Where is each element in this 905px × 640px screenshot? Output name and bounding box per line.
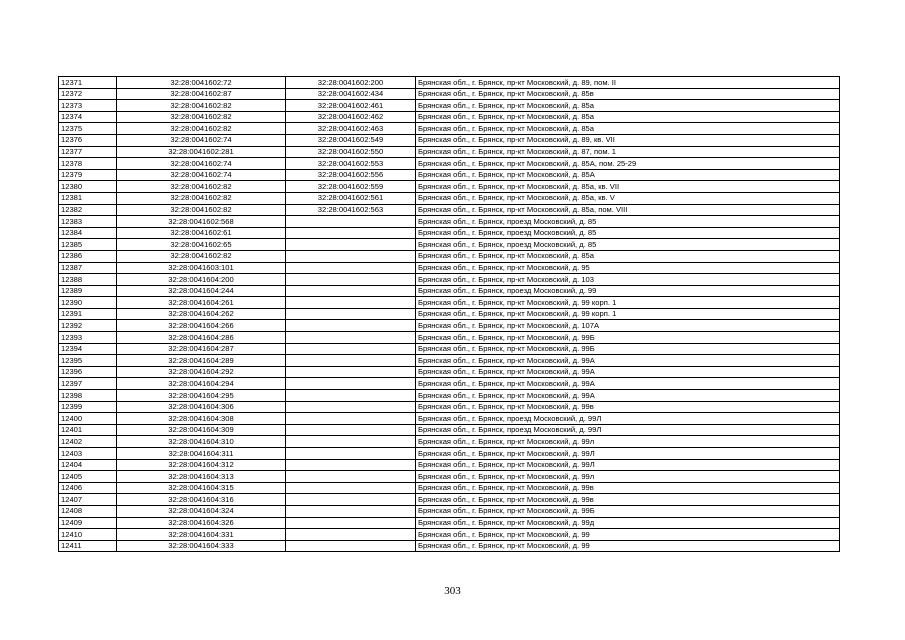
cadastral-number-cell: 32:28:0041604:326 [117, 517, 286, 529]
registry-table [58, 76, 840, 552]
row-number-cell: 12396 [59, 366, 117, 378]
cadastral-number-cell: 32:28:0041604:306 [117, 401, 286, 413]
table-row [59, 413, 840, 425]
address-cell: Брянская обл., г. Брянск, пр-кт Московский, д. 99А [416, 390, 840, 402]
table-row [59, 424, 840, 436]
cadastral-number-cell: 32:28:0041604:309 [117, 424, 286, 436]
table-row [59, 529, 840, 541]
row-number-cell: 12403 [59, 448, 117, 460]
page-number: 303 [444, 585, 461, 597]
table-row [59, 192, 840, 204]
address-cell: Брянская обл., г. Брянск, проезд Московский, д. 99 [416, 285, 840, 297]
table-row [59, 250, 840, 262]
address-cell: Брянская обл., г. Брянск, пр-кт Московский, д. 99А [416, 378, 840, 390]
table-row [59, 181, 840, 193]
row-number-cell: 12409 [59, 517, 117, 529]
cadastral-number-cell: 32:28:0041602:281 [117, 146, 286, 158]
address-cell: Брянская обл., г. Брянск, пр-кт Московский, д. 85а, кв. V [416, 192, 840, 204]
table-row [59, 366, 840, 378]
table-row [59, 204, 840, 216]
related-cadastral-number-cell [286, 459, 416, 471]
address-cell: Брянская обл., г. Брянск, пр-кт Московский, д. 99А [416, 366, 840, 378]
table-row [59, 262, 840, 274]
related-cadastral-number-cell: 32:28:0041602:559 [286, 181, 416, 193]
address-cell: Брянская обл., г. Брянск, проезд Московский, д. 85 [416, 227, 840, 239]
cadastral-number-cell: 32:28:0041602:82 [117, 204, 286, 216]
row-number-cell: 12393 [59, 332, 117, 344]
row-number-cell: 12401 [59, 424, 117, 436]
address-cell: Брянская обл., г. Брянск, пр-кт Московский, д. 99в [416, 401, 840, 413]
address-cell: Брянская обл., г. Брянск, пр-кт Московский, д. 99д [416, 517, 840, 529]
table-row [59, 436, 840, 448]
address-cell: Брянская обл., г. Брянск, пр-кт Московский, д. 85А, пом. 25-29 [416, 158, 840, 170]
table-row [59, 448, 840, 460]
related-cadastral-number-cell [286, 436, 416, 448]
cadastral-number-cell: 32:28:0041604:294 [117, 378, 286, 390]
related-cadastral-number-cell: 32:28:0041602:556 [286, 169, 416, 181]
related-cadastral-number-cell [286, 471, 416, 483]
address-cell: Брянская обл., г. Брянск, пр-кт Московский, д. 85а [416, 100, 840, 112]
related-cadastral-number-cell [286, 390, 416, 402]
related-cadastral-number-cell [286, 285, 416, 297]
row-number-cell: 12405 [59, 471, 117, 483]
related-cadastral-number-cell: 32:28:0041602:549 [286, 134, 416, 146]
row-number-cell: 12379 [59, 169, 117, 181]
cadastral-number-cell: 32:28:0041604:312 [117, 459, 286, 471]
table-row [59, 471, 840, 483]
row-number-cell: 12382 [59, 204, 117, 216]
address-cell: Брянская обл., г. Брянск, пр-кт Московский, д. 99Б [416, 343, 840, 355]
row-number-cell: 12381 [59, 192, 117, 204]
address-cell: Брянская обл., г. Брянск, пр-кт Московский, д. 85а, пом. VIII [416, 204, 840, 216]
table-row [59, 459, 840, 471]
cadastral-number-cell: 32:28:0041602:568 [117, 216, 286, 228]
row-number-cell: 12386 [59, 250, 117, 262]
address-cell: Брянская обл., г. Брянск, пр-кт Московский, д. 99 корп. 1 [416, 297, 840, 309]
related-cadastral-number-cell [286, 262, 416, 274]
table-row [59, 77, 840, 89]
row-number-cell: 12374 [59, 111, 117, 123]
cadastral-number-cell: 32:28:0041604:313 [117, 471, 286, 483]
related-cadastral-number-cell: 32:28:0041602:461 [286, 100, 416, 112]
cadastral-number-cell: 32:28:0041604:324 [117, 505, 286, 517]
table-row [59, 216, 840, 228]
row-number-cell: 12389 [59, 285, 117, 297]
cadastral-number-cell: 32:28:0041604:200 [117, 274, 286, 286]
related-cadastral-number-cell [286, 239, 416, 251]
address-cell: Брянская обл., г. Брянск, пр-кт Московский, д. 99в [416, 494, 840, 506]
cadastral-number-cell: 32:28:0041604:244 [117, 285, 286, 297]
row-number-cell: 12410 [59, 529, 117, 541]
table-row [59, 297, 840, 309]
row-number-cell: 12407 [59, 494, 117, 506]
cadastral-number-cell: 32:28:0041604:308 [117, 413, 286, 425]
cadastral-number-cell: 32:28:0041602:61 [117, 227, 286, 239]
related-cadastral-number-cell [286, 494, 416, 506]
address-cell: Брянская обл., г. Брянск, пр-кт Московский, д. 99Л [416, 459, 840, 471]
related-cadastral-number-cell [286, 505, 416, 517]
table-row [59, 390, 840, 402]
address-cell: Брянская обл., г. Брянск, пр-кт Московский, д. 99 корп. 1 [416, 308, 840, 320]
table-row [59, 517, 840, 529]
table-row [59, 88, 840, 100]
cadastral-number-cell: 32:28:0041604:292 [117, 366, 286, 378]
cadastral-number-cell: 32:28:0041604:315 [117, 482, 286, 494]
related-cadastral-number-cell [286, 227, 416, 239]
table-row [59, 239, 840, 251]
cadastral-number-cell: 32:28:0041602:72 [117, 77, 286, 89]
cadastral-number-cell: 32:28:0041604:286 [117, 332, 286, 344]
related-cadastral-number-cell [286, 482, 416, 494]
row-number-cell: 12376 [59, 134, 117, 146]
related-cadastral-number-cell [286, 332, 416, 344]
address-cell: Брянская обл., г. Брянск, пр-кт Московский, д. 85в [416, 88, 840, 100]
address-cell: Брянская обл., г. Брянск, пр-кт Московский, д. 103 [416, 274, 840, 286]
table-row [59, 100, 840, 112]
cadastral-number-cell: 32:28:0041602:87 [117, 88, 286, 100]
cadastral-number-cell: 32:28:0041604:310 [117, 436, 286, 448]
address-cell: Брянская обл., г. Брянск, пр-кт Московский, д. 99л [416, 471, 840, 483]
related-cadastral-number-cell [286, 366, 416, 378]
related-cadastral-number-cell [286, 297, 416, 309]
table-row [59, 123, 840, 135]
row-number-cell: 12383 [59, 216, 117, 228]
row-number-cell: 12378 [59, 158, 117, 170]
row-number-cell: 12385 [59, 239, 117, 251]
row-number-cell: 12372 [59, 88, 117, 100]
related-cadastral-number-cell [286, 320, 416, 332]
row-number-cell: 12402 [59, 436, 117, 448]
row-number-cell: 12394 [59, 343, 117, 355]
cadastral-number-cell: 32:28:0041602:82 [117, 123, 286, 135]
cadastral-number-cell: 32:28:0041602:74 [117, 158, 286, 170]
table-row [59, 378, 840, 390]
row-number-cell: 12406 [59, 482, 117, 494]
related-cadastral-number-cell: 32:28:0041602:553 [286, 158, 416, 170]
row-number-cell: 12375 [59, 123, 117, 135]
address-cell: Брянская обл., г. Брянск, пр-кт Московский, д. 85а, кв. VII [416, 181, 840, 193]
related-cadastral-number-cell [286, 343, 416, 355]
related-cadastral-number-cell: 32:28:0041602:550 [286, 146, 416, 158]
row-number-cell: 12388 [59, 274, 117, 286]
table-row [59, 355, 840, 367]
row-number-cell: 12392 [59, 320, 117, 332]
cadastral-number-cell: 32:28:0041602:82 [117, 181, 286, 193]
table-row [59, 482, 840, 494]
cadastral-number-cell: 32:28:0041604:266 [117, 320, 286, 332]
related-cadastral-number-cell [286, 529, 416, 541]
cadastral-number-cell: 32:28:0041604:331 [117, 529, 286, 541]
related-cadastral-number-cell: 32:28:0041602:462 [286, 111, 416, 123]
address-cell: Брянская обл., г. Брянск, пр-кт Московский, д. 95 [416, 262, 840, 274]
table-row [59, 505, 840, 517]
table-row [59, 540, 840, 552]
related-cadastral-number-cell [286, 424, 416, 436]
table-row [59, 111, 840, 123]
table-row [59, 494, 840, 506]
row-number-cell: 12387 [59, 262, 117, 274]
registry-table-body [59, 77, 840, 552]
row-number-cell: 12373 [59, 100, 117, 112]
table-row [59, 227, 840, 239]
cadastral-number-cell: 32:28:0041604:311 [117, 448, 286, 460]
table-row [59, 169, 840, 181]
row-number-cell: 12390 [59, 297, 117, 309]
address-cell: Брянская обл., г. Брянск, пр-кт Московский, д. 85А [416, 169, 840, 181]
related-cadastral-number-cell [286, 401, 416, 413]
related-cadastral-number-cell [286, 540, 416, 552]
related-cadastral-number-cell: 32:28:0041602:563 [286, 204, 416, 216]
address-cell: Брянская обл., г. Брянск, проезд Московский, д. 85 [416, 216, 840, 228]
row-number-cell: 12404 [59, 459, 117, 471]
related-cadastral-number-cell [286, 413, 416, 425]
address-cell: Брянская обл., г. Брянск, пр-кт Московский, д. 89, пом. II [416, 77, 840, 89]
table-row [59, 320, 840, 332]
address-cell: Брянская обл., г. Брянск, пр-кт Московский, д. 99 [416, 529, 840, 541]
table-row [59, 285, 840, 297]
address-cell: Брянская обл., г. Брянск, пр-кт Московский, д. 87, пом. 1 [416, 146, 840, 158]
address-cell: Брянская обл., г. Брянск, пр-кт Московский, д. 85а [416, 250, 840, 262]
cadastral-number-cell: 32:28:0041604:289 [117, 355, 286, 367]
address-cell: Брянская обл., г. Брянск, проезд Московский, д. 99Л [416, 413, 840, 425]
cadastral-number-cell: 32:28:0041602:82 [117, 111, 286, 123]
address-cell: Брянская обл., г. Брянск, пр-кт Московский, д. 99л [416, 436, 840, 448]
table-row [59, 401, 840, 413]
table-row [59, 332, 840, 344]
row-number-cell: 12384 [59, 227, 117, 239]
address-cell: Брянская обл., г. Брянск, пр-кт Московский, д. 107А [416, 320, 840, 332]
address-cell: Брянская обл., г. Брянск, пр-кт Московский, д. 99 [416, 540, 840, 552]
row-number-cell: 12398 [59, 390, 117, 402]
table-row [59, 158, 840, 170]
related-cadastral-number-cell: 32:28:0041602:434 [286, 88, 416, 100]
row-number-cell: 12397 [59, 378, 117, 390]
cadastral-number-cell: 32:28:0041602:82 [117, 250, 286, 262]
row-number-cell: 12399 [59, 401, 117, 413]
address-cell: Брянская обл., г. Брянск, проезд Московский, д. 99Л [416, 424, 840, 436]
cadastral-number-cell: 32:28:0041604:287 [117, 343, 286, 355]
row-number-cell: 12391 [59, 308, 117, 320]
table-row [59, 134, 840, 146]
table-row [59, 343, 840, 355]
related-cadastral-number-cell [286, 448, 416, 460]
row-number-cell: 12400 [59, 413, 117, 425]
related-cadastral-number-cell [286, 250, 416, 262]
address-cell: Брянская обл., г. Брянск, пр-кт Московский, д. 85а [416, 123, 840, 135]
address-cell: Брянская обл., г. Брянск, пр-кт Московский, д. 85а [416, 111, 840, 123]
cadastral-number-cell: 32:28:0041604:261 [117, 297, 286, 309]
address-cell: Брянская обл., г. Брянск, пр-кт Московский, д. 99Б [416, 505, 840, 517]
row-number-cell: 12411 [59, 540, 117, 552]
cadastral-number-cell: 32:28:0041604:262 [117, 308, 286, 320]
address-cell: Брянская обл., г. Брянск, проезд Московский, д. 85 [416, 239, 840, 251]
row-number-cell: 12371 [59, 77, 117, 89]
related-cadastral-number-cell [286, 216, 416, 228]
cadastral-number-cell: 32:28:0041602:74 [117, 169, 286, 181]
related-cadastral-number-cell [286, 378, 416, 390]
related-cadastral-number-cell: 32:28:0041602:561 [286, 192, 416, 204]
cadastral-number-cell: 32:28:0041603:101 [117, 262, 286, 274]
cadastral-number-cell: 32:28:0041602:82 [117, 192, 286, 204]
table-row [59, 146, 840, 158]
row-number-cell: 12395 [59, 355, 117, 367]
cadastral-number-cell: 32:28:0041602:82 [117, 100, 286, 112]
address-cell: Брянская обл., г. Брянск, пр-кт Московский, д. 99А [416, 355, 840, 367]
cadastral-number-cell: 32:28:0041604:295 [117, 390, 286, 402]
table-row [59, 308, 840, 320]
cadastral-number-cell: 32:28:0041604:316 [117, 494, 286, 506]
address-cell: Брянская обл., г. Брянск, пр-кт Московский, д. 99в [416, 482, 840, 494]
row-number-cell: 12377 [59, 146, 117, 158]
row-number-cell: 12380 [59, 181, 117, 193]
row-number-cell: 12408 [59, 505, 117, 517]
related-cadastral-number-cell [286, 517, 416, 529]
address-cell: Брянская обл., г. Брянск, пр-кт Московский, д. 99Б [416, 332, 840, 344]
cadastral-number-cell: 32:28:0041602:65 [117, 239, 286, 251]
related-cadastral-number-cell [286, 308, 416, 320]
related-cadastral-number-cell: 32:28:0041602:463 [286, 123, 416, 135]
cadastral-number-cell: 32:28:0041604:333 [117, 540, 286, 552]
address-cell: Брянская обл., г. Брянск, пр-кт Московский, д. 89, кв. VII [416, 134, 840, 146]
cadastral-number-cell: 32:28:0041602:74 [117, 134, 286, 146]
related-cadastral-number-cell [286, 274, 416, 286]
table-row [59, 274, 840, 286]
related-cadastral-number-cell: 32:28:0041602:200 [286, 77, 416, 89]
related-cadastral-number-cell [286, 355, 416, 367]
address-cell: Брянская обл., г. Брянск, пр-кт Московский, д. 99Л [416, 448, 840, 460]
